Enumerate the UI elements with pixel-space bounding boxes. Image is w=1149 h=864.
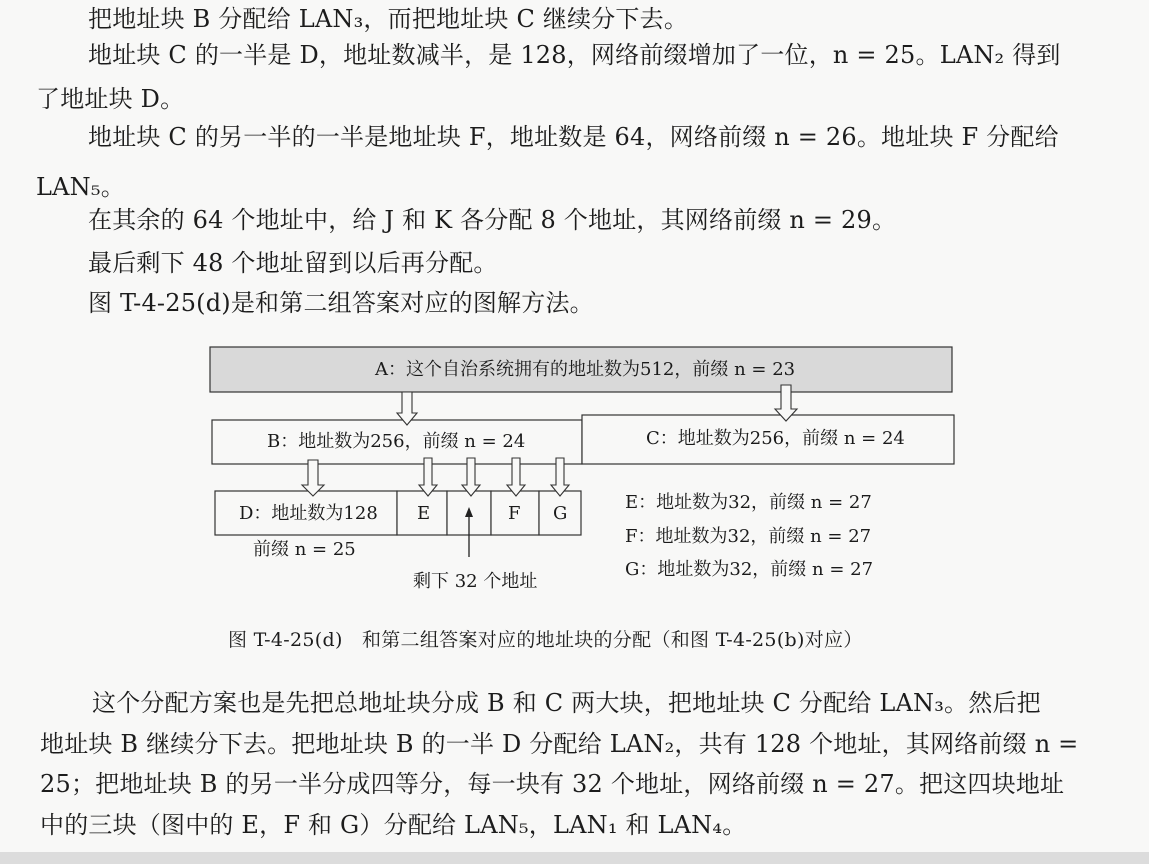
block-d-label: D：地址数为128	[239, 503, 378, 524]
page-bottom-edge	[0, 852, 1149, 864]
address-block-diagram	[205, 345, 965, 600]
block-g-label: G	[553, 503, 568, 524]
figure-caption: 图 T-4-25(d) 和第二组答案对应的地址块的分配（和图 T-4-25(b)对应）	[228, 629, 863, 651]
legend-f: F：地址数为32，前缀 n = 27	[625, 526, 872, 547]
text-line-5: LAN₅。	[36, 173, 125, 201]
block-c-label: C：地址数为256，前缀 n = 24	[646, 428, 905, 449]
text-line-3: 了地址块 D。	[36, 85, 185, 113]
block-e-label: E	[417, 503, 431, 524]
text-line-4: 地址块 C 的另一半的一半是地址块 F，地址数是 64，网络前缀 n = 26。地址块 F 分配给	[88, 123, 1059, 151]
text-line-6: 在其余的 64 个地址中，给 J 和 K 各分配 8 个地址，其网络前缀 n = 29。	[88, 206, 897, 234]
block-f-label: F	[508, 503, 521, 524]
block-a-label: A：这个自治系统拥有的地址数为512，前缀 n = 23	[375, 359, 796, 380]
text-line-10: 地址块 B 继续分下去。把地址块 B 的一半 D 分配给 LAN₂，共有 128 个地址，其网络前缀 n =	[40, 730, 1079, 758]
text-line-2: 地址块 C 的一半是 D，地址数减半，是 128，网络前缀增加了一位，n = 25。LAN₂ 得到	[88, 41, 1061, 69]
legend-g: G：地址数为32，前缀 n = 27	[625, 559, 874, 580]
text-line-7: 最后剩下 48 个地址留到以后再分配。	[88, 249, 498, 277]
text-line-8: 图 T-4-25(d)是和第二组答案对应的图解方法。	[88, 289, 594, 317]
text-line-12: 中的三块（图中的 E，F 和 G）分配给 LAN₅，LAN₁ 和 LAN₄。	[40, 811, 747, 839]
text-line-11: 25；把地址块 B 的另一半分成四等分，每一块有 32 个地址，网络前缀 n = 27。把这四块地址	[40, 770, 1065, 798]
text-line-9: 这个分配方案也是先把总地址块分成 B 和 C 两大块，把地址块 C 分配给 LAN₃。然后把	[92, 689, 1041, 717]
legend-e: E：地址数为32，前缀 n = 27	[625, 492, 872, 513]
block-d-prefix: 前缀 n = 25	[253, 539, 356, 560]
text-line-1: 把地址块 B 分配给 LAN₃，而把地址块 C 继续分下去。	[88, 5, 689, 33]
block-b-label: B：地址数为256，前缀 n = 24	[267, 431, 526, 452]
remaining-label: 剩下 32 个地址	[413, 571, 538, 592]
